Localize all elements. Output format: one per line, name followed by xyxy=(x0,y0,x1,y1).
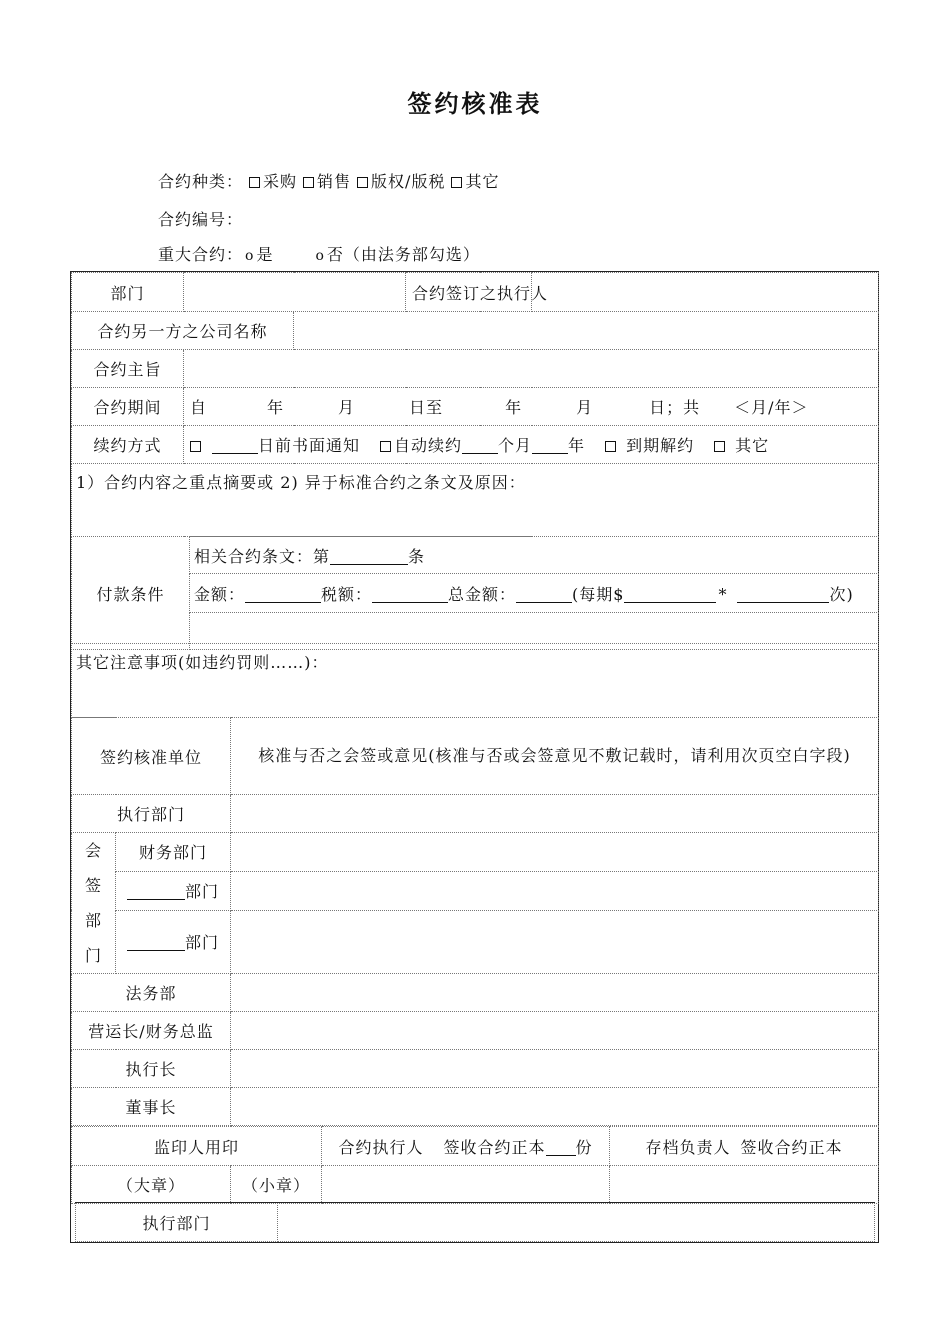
tax-label: 税额： xyxy=(321,584,373,604)
clause-suffix: 条 xyxy=(408,546,426,566)
period-month2: 月 xyxy=(576,398,594,417)
renewal-options xyxy=(184,426,879,464)
finance-dept-field[interactable] xyxy=(231,833,879,872)
dept-suffix-2: 部门 xyxy=(185,933,220,953)
summary-label: 1）合约内容之重点摘要或 2) 异于标准合约之条文及原因： xyxy=(76,473,526,492)
radio-yes[interactable]: o xyxy=(245,248,255,264)
renewal-expire-text: 到期解约 xyxy=(626,436,695,455)
cosign-dept-2 xyxy=(116,871,231,910)
period-unit: ＜月/年＞ xyxy=(734,398,809,417)
coo-cfo-label: 营运长/财务总监 xyxy=(72,1012,231,1050)
times-blank[interactable] xyxy=(737,588,829,603)
dept-name-blank-1[interactable] xyxy=(127,885,185,900)
exec-dept2-label: 执行部门 xyxy=(76,1203,278,1242)
chairman-field[interactable] xyxy=(231,1088,879,1126)
times-label: 次) xyxy=(829,584,854,604)
contract-type-row xyxy=(158,169,499,192)
period-month1: 月 xyxy=(338,398,356,417)
checkbox-royalty[interactable] xyxy=(357,177,368,188)
checkbox-sales[interactable] xyxy=(303,177,314,188)
payment-label: 付款条件 xyxy=(72,537,190,650)
signer-label: 合约签订之执行人 xyxy=(406,273,532,312)
total-blank[interactable] xyxy=(516,588,572,603)
exec-dept-label: 执行部门 xyxy=(72,795,231,833)
amount-label: 金额： xyxy=(194,584,246,604)
checkbox-renewal-other[interactable] xyxy=(714,441,725,452)
renewal-auto-text: 自动续约 xyxy=(394,436,463,455)
approval-table xyxy=(71,717,879,1126)
payment-amounts xyxy=(190,574,879,613)
period-year1: 年 xyxy=(267,398,285,417)
dept-name-blank-2[interactable] xyxy=(127,936,185,951)
other-party-field[interactable] xyxy=(294,312,879,350)
total-label: 总金额： xyxy=(448,584,517,604)
dept-suffix-1: 部门 xyxy=(185,882,220,902)
period-from: 自 xyxy=(190,398,208,417)
period-year2: 年 xyxy=(505,398,523,417)
dept-label: 部门 xyxy=(72,273,184,312)
contract-info-table xyxy=(71,272,879,537)
contract-exec-sign-field[interactable] xyxy=(322,1166,610,1204)
contract-exec-label: 合约执行人 xyxy=(338,1137,424,1157)
amount-blank[interactable] xyxy=(245,588,321,603)
major-note: （由法务部勾选） xyxy=(343,245,480,264)
approve-unit-label: 签约核准单位 xyxy=(72,718,231,795)
exec-dept-field[interactable] xyxy=(231,795,879,833)
renewal-other-text: 其它 xyxy=(735,436,770,455)
per-period-blank[interactable] xyxy=(624,588,716,603)
archive-sign-label: 签收合约正本 xyxy=(740,1137,843,1157)
radio-no[interactable]: o xyxy=(315,248,325,264)
summary-field[interactable] xyxy=(72,464,879,537)
legal-label: 法务部 xyxy=(72,974,231,1012)
seal-user-label: 监印人用印 xyxy=(72,1127,322,1166)
major-no-label: 否 xyxy=(326,245,344,264)
clause-blank[interactable] xyxy=(330,550,408,565)
option-purchase: 采购 xyxy=(263,172,298,191)
ceo-label: 执行长 xyxy=(72,1050,231,1088)
archive-cell xyxy=(610,1127,879,1166)
checkbox-notice[interactable] xyxy=(190,441,201,452)
option-sales: 销售 xyxy=(317,172,352,191)
archive-sign-field[interactable] xyxy=(610,1166,879,1204)
purpose-field[interactable] xyxy=(184,350,879,388)
signer-field[interactable] xyxy=(532,273,879,312)
chairman-label: 董事长 xyxy=(72,1088,231,1126)
checkbox-auto[interactable] xyxy=(380,441,391,452)
sign-copies-label: 签收合约正本 xyxy=(443,1137,546,1157)
cosign-char-1: 会 xyxy=(84,841,102,860)
period-label: 合约期间 xyxy=(72,388,184,426)
major-yes-label: 是 xyxy=(256,245,274,264)
approve-opinion-label: 核准与否之会签或意见(核准与否或会签意见不敷记载时，请利用次页空白字段) xyxy=(231,718,879,795)
times-sign: * xyxy=(718,584,728,604)
option-royalty: 版权/版税 xyxy=(371,172,446,191)
legal-field[interactable] xyxy=(231,974,879,1012)
notes-table xyxy=(71,643,879,718)
renewal-year-text: 年 xyxy=(568,436,586,455)
cosign-char-2: 签 xyxy=(84,876,102,895)
coo-cfo-field[interactable] xyxy=(231,1012,879,1050)
big-seal-label: （大章） xyxy=(72,1166,231,1204)
period-field[interactable] xyxy=(184,388,879,426)
contract-exec-cell xyxy=(322,1127,610,1166)
checkbox-purchase[interactable] xyxy=(249,177,260,188)
payment-clause xyxy=(190,537,879,574)
payment-table xyxy=(71,536,879,650)
copies-blank[interactable] xyxy=(546,1141,576,1156)
renewal-notice-text: 日前书面通知 xyxy=(258,436,361,455)
auto-month-blank[interactable] xyxy=(462,439,498,454)
per-period-label: (每期$ xyxy=(572,584,625,604)
page-title: 签约核准表 xyxy=(407,89,543,118)
cosign-dept-3 xyxy=(116,910,231,973)
continuation-table xyxy=(75,1202,875,1242)
cosign-dept-2-field[interactable] xyxy=(231,871,879,910)
small-seal-label: （小章） xyxy=(231,1166,322,1204)
cosign-dept-3-field[interactable] xyxy=(231,910,879,973)
checkbox-other[interactable] xyxy=(451,177,462,188)
renewal-month-text: 个月 xyxy=(498,436,533,455)
clause-text: 相关合约条文：第 xyxy=(194,546,331,566)
period-day-to: 日至 xyxy=(409,398,444,417)
cosign-char-3: 部 xyxy=(84,911,102,930)
cosign-char-4: 门 xyxy=(84,946,102,965)
period-day-total: 日；共 xyxy=(649,398,701,417)
archive-label: 存档负责人 xyxy=(645,1137,731,1157)
notes-label: 其它注意事项(如违约罚则……)： xyxy=(76,653,329,672)
ceo-field[interactable] xyxy=(231,1050,879,1088)
notes-field[interactable] xyxy=(72,644,879,718)
major-label: 重大合约： xyxy=(158,245,244,264)
cosign-dept-label xyxy=(72,833,116,974)
checkbox-expire[interactable] xyxy=(605,441,616,452)
copies-unit: 份 xyxy=(575,1137,593,1157)
major-contract-row xyxy=(158,242,480,265)
auto-year-blank[interactable] xyxy=(532,439,568,454)
renewal-label: 续约方式 xyxy=(72,426,184,464)
finance-dept-label: 财务部门 xyxy=(116,833,231,872)
seal-table xyxy=(71,1126,879,1204)
contract-type-label: 合约种类： xyxy=(158,172,244,191)
option-other: 其它 xyxy=(465,172,500,191)
contract-number-label: 合约编号： xyxy=(158,210,244,229)
tax-blank[interactable] xyxy=(372,588,448,603)
notice-blank[interactable] xyxy=(212,439,258,454)
other-party-label: 合约另一方之公司名称 xyxy=(72,312,294,350)
dept-field[interactable] xyxy=(184,273,406,312)
purpose-label: 合约主旨 xyxy=(72,350,184,388)
exec-dept2-field[interactable] xyxy=(278,1203,875,1242)
